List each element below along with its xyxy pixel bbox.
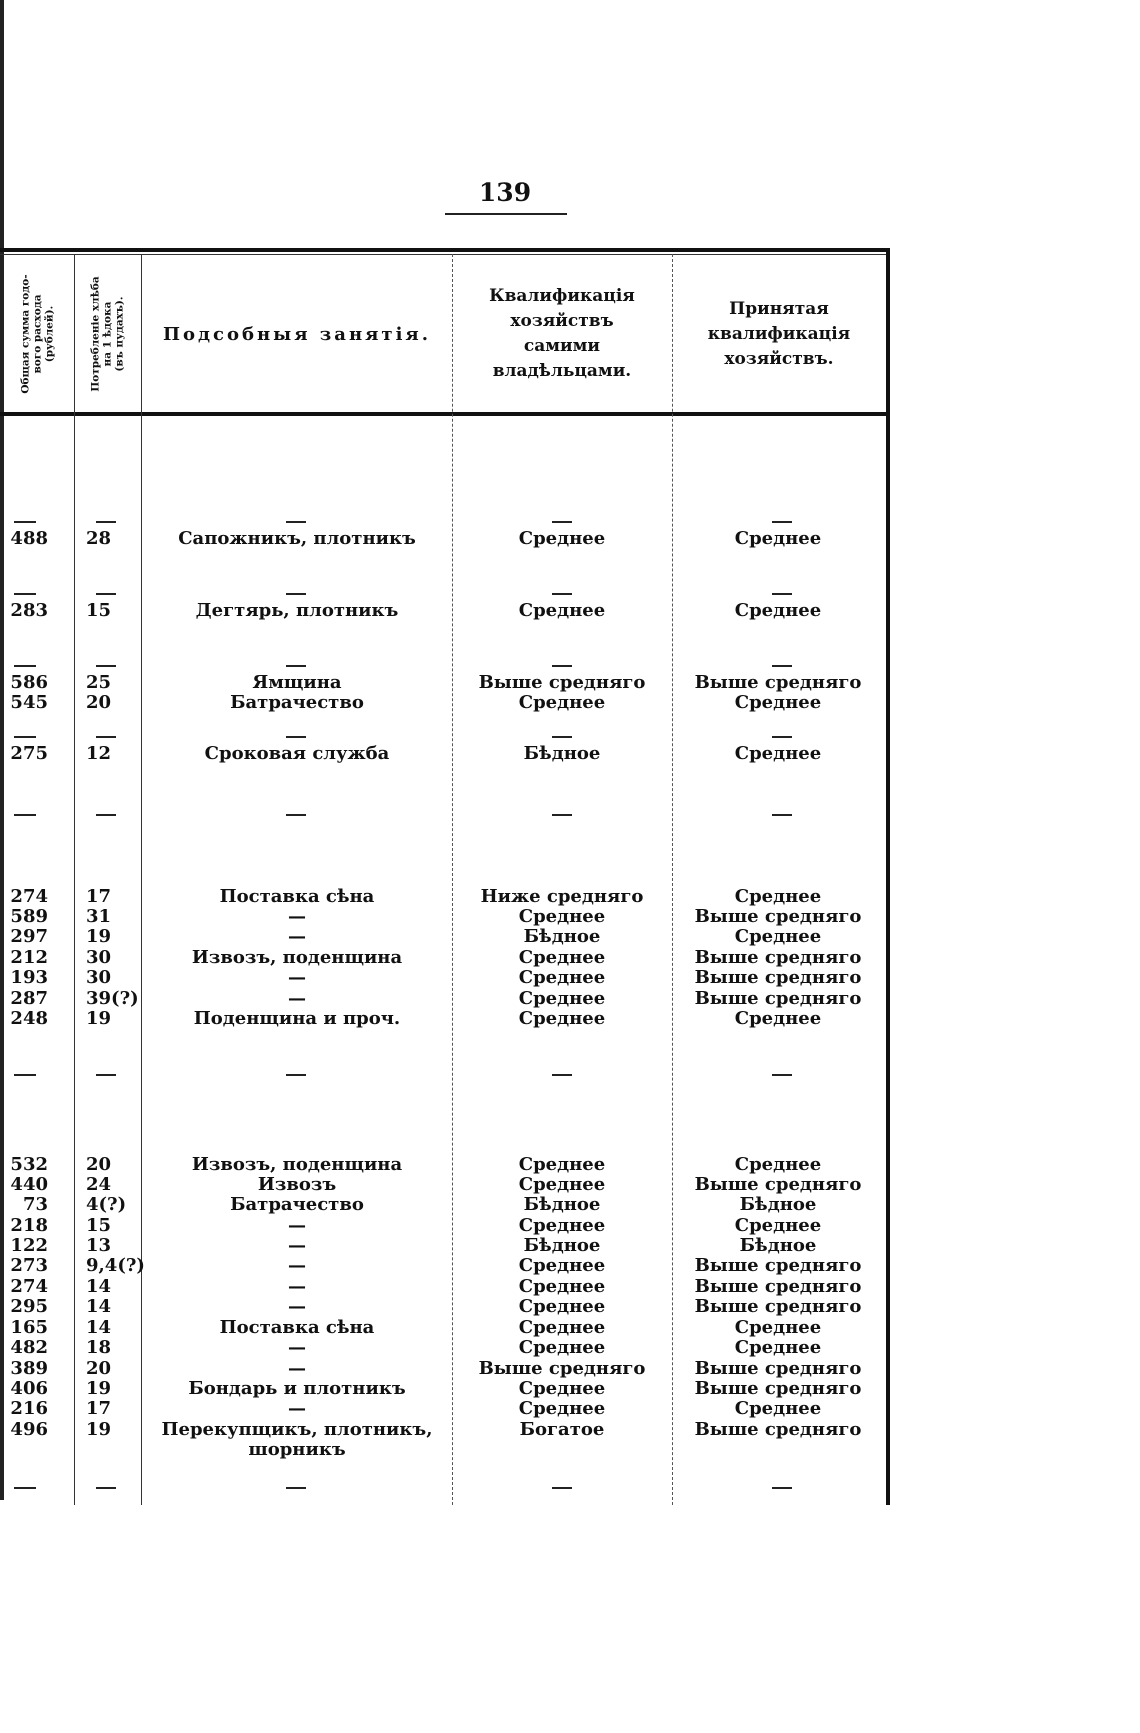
cell-bread: 14 [86, 1296, 112, 1317]
cell-total-expense: 389 [10, 1358, 48, 1379]
table-row [0, 926, 886, 947]
cell-occupation: — [288, 1235, 306, 1256]
cell-owner-qualification: Среднее [518, 1378, 606, 1399]
table-header-rule [0, 412, 890, 416]
cell-bread: 30 [86, 967, 112, 988]
table-row [0, 528, 886, 549]
cell-occupation: Поденщина и проч. [193, 1008, 401, 1029]
cell-bread: 15 [86, 1215, 112, 1236]
header-occupations: Подсобныя занятія. [163, 323, 431, 345]
cell-bread: 20 [86, 1154, 112, 1175]
cell-occupation: — [288, 1358, 306, 1379]
cell-owner-qualification: Среднее [518, 1215, 606, 1236]
table-row [0, 743, 886, 764]
table-row [0, 1419, 886, 1461]
cell-total-expense: 586 [10, 672, 48, 693]
cell-total-expense: 274 [10, 886, 48, 907]
cell-accepted-qualification: Выше средняго [694, 967, 862, 988]
header-line: Общая сумма годо- [20, 274, 32, 394]
cell-bread: 17 [86, 886, 112, 907]
cell-bread: 18 [86, 1337, 112, 1358]
cell-total-expense: 589 [10, 906, 48, 927]
header-bread-consumption [76, 258, 140, 410]
cell-accepted-qualification: Среднее [734, 1398, 822, 1419]
cell-owner-qualification: Бѣдное [523, 926, 601, 947]
cell-accepted-qualification: Бѣдное [739, 1194, 817, 1215]
table-row [0, 1008, 886, 1029]
cell-bread: 14 [86, 1317, 112, 1338]
cell-total-expense: 165 [10, 1317, 48, 1338]
cell-bread: 24 [86, 1174, 112, 1195]
cell-bread: 17 [86, 1398, 112, 1419]
cell-occupation: — [288, 988, 306, 1009]
cell-accepted-qualification: Выше средняго [694, 906, 862, 927]
header-line: самими [523, 336, 601, 356]
cell-accepted-qualification: Среднее [734, 1154, 822, 1175]
household-table [0, 248, 890, 1505]
cell-accepted-qualification: Среднее [734, 926, 822, 947]
cell-total-expense: 193 [10, 967, 48, 988]
header-line: (въ пудахъ). [114, 296, 126, 372]
cell-accepted-qualification: Выше средняго [694, 988, 862, 1009]
cell-occupation: — [288, 967, 306, 988]
cell-owner-qualification: Богатое [519, 1419, 605, 1440]
cell-owner-qualification: Среднее [518, 1255, 606, 1276]
header-line: Потребленіе хлѣба [90, 276, 102, 392]
cell-accepted-qualification: Среднее [734, 528, 822, 549]
cell-accepted-qualification: Среднее [734, 600, 822, 621]
cell-bread: 25 [86, 672, 112, 693]
cell-owner-qualification: Среднее [518, 1276, 606, 1297]
cell-owner-qualification: Ниже средняго [480, 886, 644, 907]
cell-bread: 12 [86, 743, 112, 764]
cell-accepted-qualification: Среднее [734, 1337, 822, 1358]
table-row [0, 1235, 886, 1256]
table-row [0, 1174, 886, 1195]
cell-accepted-qualification: Выше средняго [694, 1358, 862, 1379]
cell-total-expense: 496 [10, 1419, 48, 1440]
header-line: вого расхода [32, 294, 44, 374]
cell-occupation: Сапожникъ, плотникъ [178, 528, 416, 549]
cell-accepted-qualification: Среднее [734, 692, 822, 713]
table-row [0, 1215, 886, 1236]
cell-owner-qualification: Среднее [518, 1174, 606, 1195]
cell-accepted-qualification: Среднее [734, 1317, 822, 1338]
cell-total-expense: 212 [10, 947, 48, 968]
cell-owner-qualification: Бѣдное [523, 1235, 601, 1256]
header-line: хозяйствъ. [724, 348, 834, 369]
cell-owner-qualification: Среднее [518, 1154, 606, 1175]
cell-occupation: — [288, 906, 306, 927]
cell-total-expense: 73 [22, 1194, 48, 1215]
cell-owner-qualification: Среднее [518, 1008, 606, 1029]
cell-accepted-qualification: Выше средняго [694, 672, 862, 693]
cell-total-expense: 275 [10, 743, 48, 764]
cell-accepted-qualification: Среднее [734, 1008, 822, 1029]
cell-bread: 4(?) [86, 1194, 127, 1215]
table-row [0, 1296, 886, 1317]
cell-bread: 19 [86, 1419, 112, 1440]
group-separator [0, 814, 886, 824]
table-row [0, 886, 886, 907]
cell-bread: 31 [86, 906, 112, 927]
cell-owner-qualification: Среднее [518, 1317, 606, 1338]
cell-occupation: — [288, 1296, 306, 1317]
cell-owner-qualification: Среднее [518, 1398, 606, 1419]
cell-bread: 19 [86, 1008, 112, 1029]
cell-bread: 28 [86, 528, 112, 549]
table-row [0, 1358, 886, 1379]
table-row [0, 1337, 886, 1358]
cell-accepted-qualification: Среднее [734, 743, 822, 764]
cell-occupation: — [288, 1398, 306, 1419]
cell-accepted-qualification: Среднее [734, 886, 822, 907]
cell-total-expense: 440 [10, 1174, 48, 1195]
cell-bread: 9,4(?) [86, 1255, 145, 1276]
header-owner-qualification [454, 258, 670, 410]
cell-owner-qualification: Среднее [518, 692, 606, 713]
cell-owner-qualification: Среднее [518, 988, 606, 1009]
table-row [0, 988, 886, 1009]
table-row [0, 947, 886, 968]
cell-occupation: Извозъ [257, 1174, 337, 1195]
cell-accepted-qualification: Выше средняго [694, 1378, 862, 1399]
page-number: 139 [478, 178, 532, 207]
cell-owner-qualification: Выше средняго [478, 1358, 646, 1379]
cell-bread: 39(?) [86, 988, 139, 1009]
table-row [0, 600, 886, 621]
table-row [0, 692, 886, 713]
cell-bread: 30 [86, 947, 112, 968]
cell-accepted-qualification: Выше средняго [694, 1174, 862, 1195]
table-right-border [886, 248, 890, 1505]
header-line: владѣльцами. [492, 361, 632, 381]
cell-occupation: Поставка сѣна [219, 886, 375, 907]
cell-accepted-qualification: Выше средняго [694, 947, 862, 968]
cell-occupation: Бондарь и плотникъ [188, 1378, 406, 1399]
cell-owner-qualification: Среднее [518, 1296, 606, 1317]
cell-occupation-continued: шорникъ [248, 1439, 346, 1460]
cell-occupation: Ямщина [252, 672, 342, 693]
cell-owner-qualification: Среднее [518, 967, 606, 988]
header-line: Принятая [729, 298, 829, 319]
cell-total-expense: 287 [10, 988, 48, 1009]
table-row [0, 1255, 886, 1276]
cell-owner-qualification: Среднее [518, 600, 606, 621]
cell-occupation: — [288, 1215, 306, 1236]
cell-occupation: — [288, 1337, 306, 1358]
cell-accepted-qualification: Выше средняго [694, 1419, 862, 1440]
table-top-rule-thin [0, 254, 890, 255]
table-row [0, 1398, 886, 1419]
cell-bread: 19 [86, 1378, 112, 1399]
cell-occupation: Извозъ, поденщина [191, 947, 403, 968]
table-row [0, 906, 886, 927]
cell-total-expense: 545 [10, 692, 48, 713]
header-line: на 1 ѣдока [102, 301, 114, 367]
cell-bread: 20 [86, 692, 112, 713]
cell-total-expense: 482 [10, 1337, 48, 1358]
cell-total-expense: 273 [10, 1255, 48, 1276]
cell-total-expense: 274 [10, 1276, 48, 1297]
table-row [0, 1154, 886, 1175]
cell-owner-qualification: Среднее [518, 947, 606, 968]
cell-owner-qualification: Бѣдное [523, 743, 601, 764]
cell-accepted-qualification: Выше средняго [694, 1255, 862, 1276]
cell-owner-qualification: Выше средняго [478, 672, 646, 693]
cell-owner-qualification: Бѣдное [523, 1194, 601, 1215]
table-row [0, 967, 886, 988]
cell-bread: 15 [86, 600, 112, 621]
table-row [0, 672, 886, 693]
cell-bread: 20 [86, 1358, 112, 1379]
cell-total-expense: 295 [10, 1296, 48, 1317]
cell-total-expense: 216 [10, 1398, 48, 1419]
cell-occupation: — [288, 1276, 306, 1297]
cell-accepted-qualification: Бѣдное [739, 1235, 817, 1256]
cell-owner-qualification: Среднее [518, 528, 606, 549]
cell-bread: 13 [86, 1235, 112, 1256]
cell-accepted-qualification: Выше средняго [694, 1296, 862, 1317]
table-row [0, 1194, 886, 1215]
table-row [0, 1317, 886, 1338]
header-total-expense [4, 258, 72, 410]
cell-occupation: Извозъ, поденщина [191, 1154, 403, 1175]
header-line: Квалификація [489, 286, 635, 306]
cell-accepted-qualification: Среднее [734, 1215, 822, 1236]
cell-total-expense: 218 [10, 1215, 48, 1236]
cell-total-expense: 532 [10, 1154, 48, 1175]
cell-bread: 19 [86, 926, 112, 947]
cell-total-expense: 248 [10, 1008, 48, 1029]
cell-total-expense: 283 [10, 600, 48, 621]
group-separator [0, 1074, 886, 1084]
cell-owner-qualification: Среднее [518, 1337, 606, 1358]
header-accepted-qualification [674, 258, 884, 410]
cell-occupation: Батрачество [230, 692, 364, 713]
cell-occupation: Поставка сѣна [219, 1317, 375, 1338]
header-line: хозяйствъ [510, 311, 614, 331]
cell-total-expense: 488 [10, 528, 48, 549]
table-top-rule [0, 248, 890, 252]
cell-total-expense: 406 [10, 1378, 48, 1399]
cell-occupation: — [288, 1255, 306, 1276]
cell-owner-qualification: Среднее [518, 906, 606, 927]
header-line: квалификація [707, 323, 851, 344]
cell-bread: 14 [86, 1276, 112, 1297]
cell-total-expense: 297 [10, 926, 48, 947]
cell-total-expense: 122 [10, 1235, 48, 1256]
page-number-underline [445, 213, 567, 215]
cell-occupation: Перекупщикъ, плотникъ, [161, 1419, 433, 1440]
cell-occupation: — [288, 926, 306, 947]
table-row [0, 1276, 886, 1297]
cell-occupation: Дегтярь, плотникъ [195, 600, 399, 621]
cell-occupation: Батрачество [230, 1194, 364, 1215]
group-separator [0, 1487, 886, 1497]
header-line: (рублей). [44, 305, 56, 363]
table-row [0, 1378, 886, 1399]
cell-accepted-qualification: Выше средняго [694, 1276, 862, 1297]
cell-occupation: Сроковая служба [204, 743, 390, 764]
